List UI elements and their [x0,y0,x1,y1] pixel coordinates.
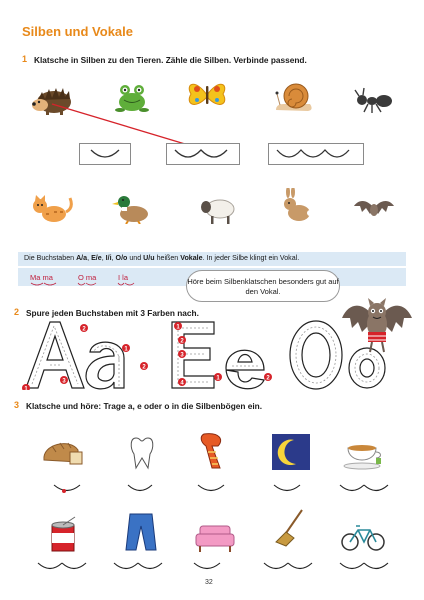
vowel-info-part1: Die Buchstaben [24,254,77,262]
page-title: Silben und Vokale [22,24,134,39]
task3-text: Klatsche und höre: Trage a, e oder o in die Silbenbögen ein. [26,401,263,411]
page-number: 32 [205,579,213,586]
vowel-keyword: Vokale [180,254,203,262]
trace-marker: 1 [24,386,28,390]
vowel-info-text: Die Buchstaben A/a, E/e, I/i, O/o und U/u heißen Vokale. In jeder Silbe klingt ein Vokal. [24,254,300,262]
vowel-i: I/i [105,254,112,262]
syllable-example-ila: I la [118,273,129,282]
vowel-o: O/o [115,254,128,262]
task1-text: Klatsche in Silben zu den Tieren. Zähle die Silben. Verbinde passend. [34,55,307,65]
trace-marker: 3 [62,378,66,385]
task1-number: 1 [22,54,28,64]
trace-marker: 4 [180,380,184,387]
vowel-info-part2: heißen [154,254,181,262]
task3-number: 3 [14,400,20,410]
vowel-info-part3: . In jeder Silbe klingt ein Vokal. [202,254,300,262]
syllable-example-oma: O ma [78,273,97,282]
trace-marker: 3 [180,352,184,359]
trace-marker: 1 [124,346,128,353]
vowel-e: E/e [91,254,102,262]
vowel-a: A/a [76,254,88,262]
task2-number: 2 [14,307,20,317]
syllable-example-mama: Ma ma [30,273,53,282]
speech-bubble: Höre beim Silbenklatschen besonders gut auf den Vokal. [186,270,340,302]
task2-text: Spure jeden Buchstaben mit 3 Farben nach. [26,308,199,318]
trace-marker: 2 [82,326,86,333]
vowel-u: U/u [143,254,155,262]
svg-text:2: 2 [180,338,184,345]
trace-marker: 2 [142,364,146,371]
svg-text:1: 1 [176,324,180,331]
trace-marker: 1 [216,375,220,382]
trace-marker: 2 [266,375,270,382]
